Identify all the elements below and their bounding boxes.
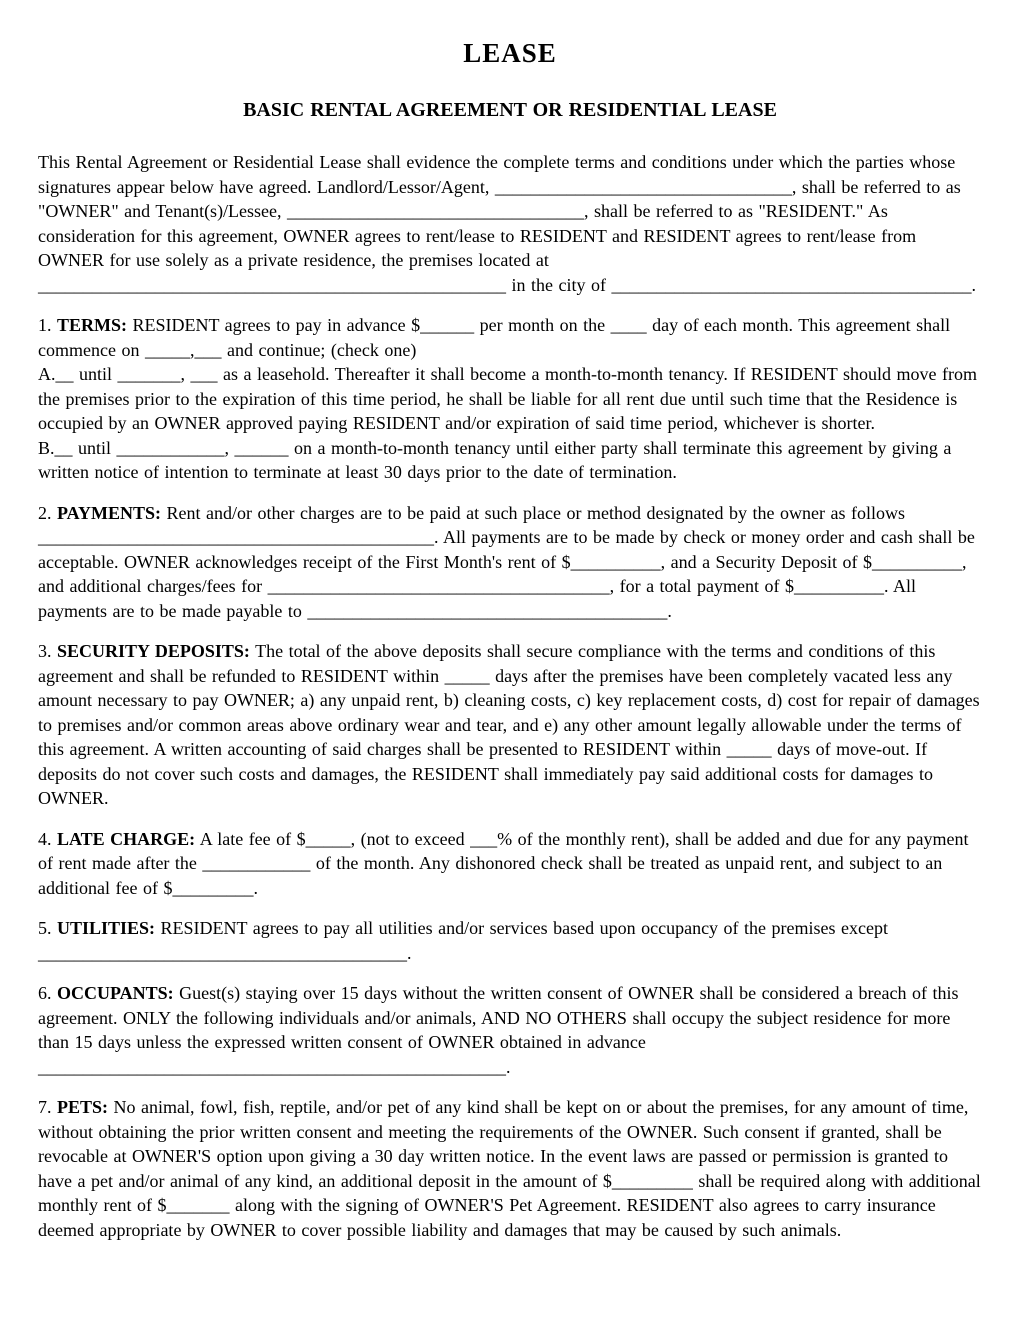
section-heading: TERMS:	[57, 315, 128, 335]
section-payments	[38, 501, 982, 624]
section-number: 3.	[38, 641, 52, 661]
section-number: 5.	[38, 918, 52, 938]
document-title: LEASE	[463, 38, 557, 68]
section-heading: PETS:	[57, 1097, 109, 1117]
section-heading: PAYMENTS:	[57, 502, 162, 523]
section-number: 4.	[38, 828, 52, 849]
section-security-deposits	[38, 639, 982, 811]
section-heading: LATE CHARGE:	[57, 828, 196, 849]
section-body: RESIDENT agrees to pay all utilities and/or services based upon occupancy of the premises except _________________________________________.	[38, 918, 888, 963]
section-heading: SECURITY DEPOSITS:	[57, 641, 250, 661]
section-body: Guest(s) staying over 15 days without the written consent of OWNER shall be considered a breach of this agreement. ONLY the following individuals and/or animals, AND NO OTHERS shall occupy the subject residence for more than 15 days unless the expressed written consent of OWNER obtained in advance ____________________________________________________.	[38, 983, 959, 1077]
section-heading: OCCUPANTS:	[57, 983, 174, 1003]
terms-option-b: B.__ until ____________, ______ on a month-to-month tenancy until either party shall terminate this agreement by giving a written notice of intention to terminate at least 30 days prior to the date of termination.	[38, 437, 952, 482]
section-body: No animal, fowl, fish, reptile, and/or pet of any kind shall be kept on or about the premises, for any amount of time, without obtaining the prior written consent and meeting the requirements of the OWNER. Such consent if granted, shall be revocable at OWNER'S option upon giving a 30 day written notice. In the event laws are passed or permission is granted to have a pet and/or animal of any kind, an additional deposit in the amount of $_________ shall be required along with additional monthly rent of $_______ along with the signing of OWNER'S Pet Agreement. RESIDENT also agrees to carry insurance deemed appropriate by OWNER to cover possible liability and damages that may be caused by such animals.	[38, 1097, 981, 1240]
section-terms	[38, 313, 982, 485]
section-body: RESIDENT agrees to pay in advance $______ per month on the ____ day of each month. This agreement shall commence on _____,___ and continue; (check one)	[38, 315, 951, 360]
section-number: 2.	[38, 502, 52, 523]
section-late-charge	[38, 827, 982, 901]
document-subtitle: BASIC RENTAL AGREEMENT OR RESIDENTIAL LEASE	[243, 99, 777, 121]
section-heading: UTILITIES:	[57, 918, 156, 938]
section-body: The total of the above deposits shall secure compliance with the terms and conditions of this agreement and shall be refunded to RESIDENT within _____ days after the premises have been completely vacated less any amount necessary to pay OWNER; a) any unpaid rent, b) cleaning costs, c) key replacement costs, d) cost for repair of damages to premises and/or common areas above ordinary wear and tear, and e) any other amount legally allowable under the terms of this agreement. A written accounting of said charges shall be presented to RESIDENT within _____ days of move-out. If deposits do not cover such costs and damages, the RESIDENT shall immediately pay said additional costs for damages to OWNER.	[38, 641, 980, 808]
section-number: 6.	[38, 983, 52, 1003]
section-utilities	[38, 916, 982, 965]
section-occupants	[38, 981, 982, 1079]
section-number: 1.	[38, 315, 52, 335]
section-pets	[38, 1095, 982, 1242]
terms-option-a: A.__ until _______, ___ as a leasehold. Thereafter it shall become a month-to-month tenancy. If RESIDENT should move from the premises prior to the expiration of this time period, he shall be liable for all rent due until such time that the Residence is occupied by an OWNER approved paying RESIDENT and/or expiration of said time period, whichever is shorter.	[38, 364, 977, 433]
intro-paragraph: This Rental Agreement or Residential Lease shall evidence the complete terms and conditions under which the parties whose signatures appear below have agreed. Landlord/Lessor/Agent, _________________________________, shall be referred to as "OWNER" and Tenant(s)/Lessee, _________________________________, shall be referred to as "RESIDENT." As consideration for this agreement, OWNER agrees to rent/lease to RESIDENT and RESIDENT agrees to rent/lease from OWNER for use solely as a private residence, the premises located at ____________________________________________________ in the city of ________________________________________.	[38, 152, 976, 295]
section-number: 7.	[38, 1097, 52, 1117]
section-body: A late fee of $_____, (not to exceed ___% of the monthly rent), shall be added and due for any payment of rent made after the ____________ of the month. Any dishonored check shall be treated as unpaid rent, and subject to an additional fee of $_________.	[38, 828, 969, 898]
section-body: Rent and/or other charges are to be paid at such place or method designated by the owner as follows ____________________________________________. All payments are to be made by check or money order and cash shall be acceptable. OWNER acknowledges receipt of the First Month's rent of $__________, and a Security Deposit of $__________, and additional charges/fees for ______________________________________, for a total payment of $__________. All payments are to be made payable to ________________________________________.	[38, 502, 975, 621]
